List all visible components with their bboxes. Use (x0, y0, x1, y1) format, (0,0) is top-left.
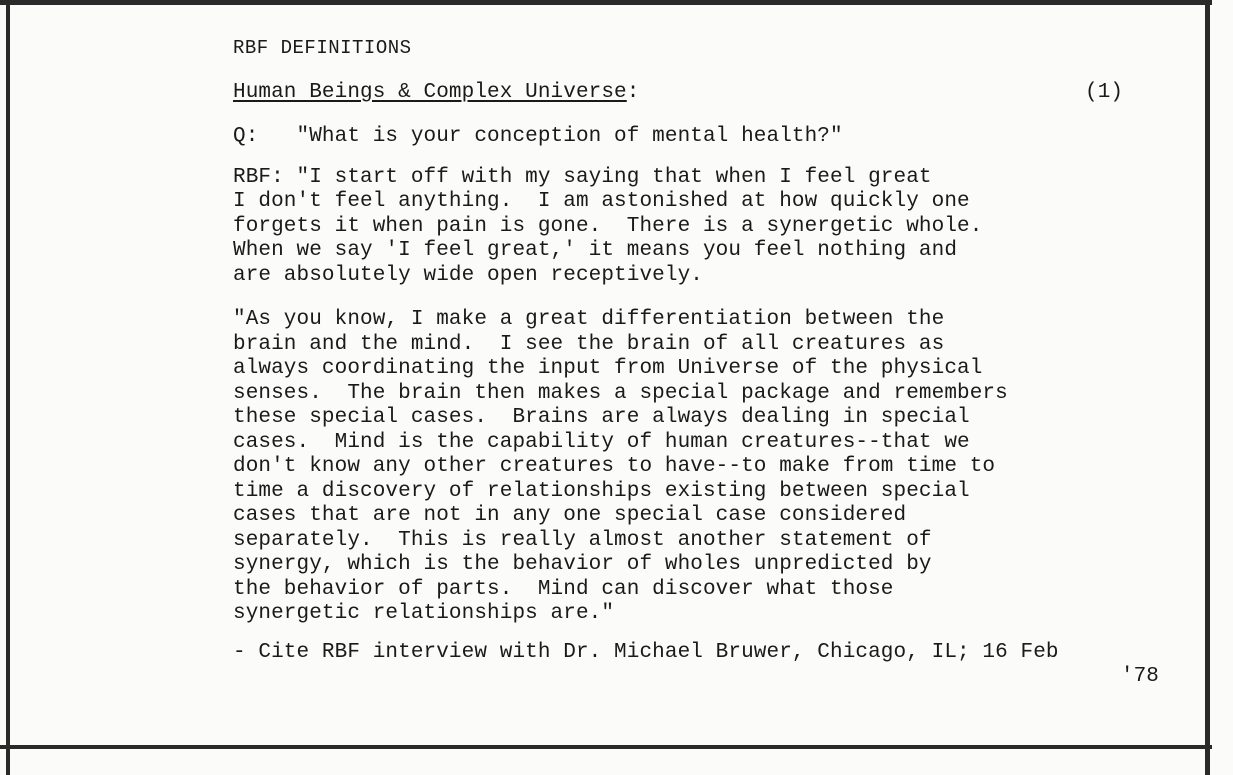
citation-year: '78 (1120, 665, 1159, 688)
card-border-right (1205, 0, 1210, 775)
paragraph-line: are absolutely wide open receptively. (233, 263, 703, 287)
answer-paragraph-2 (233, 308, 1163, 627)
paragraph-line: synergy, which is the behavior of wholes unpredicted by (233, 553, 932, 576)
question-text: Q: "What is your conception of mental health?" (233, 125, 843, 148)
answer-paragraph-1 (233, 166, 1163, 289)
paragraph-line: I don't feel anything. I am astonished at how quickly one (233, 190, 970, 213)
paragraph-line: the behavior of parts. Mind can discover what those (233, 577, 894, 601)
paragraph-line: RBF: "I start off with my saying that when I feel great (233, 165, 932, 189)
paragraph-line: brain and the mind. I see the brain of all creatures as (233, 332, 945, 356)
card-border-bottom (0, 745, 1212, 749)
citation (233, 641, 1163, 690)
paragraph-line: time a discovery of relationships existing between special (233, 479, 970, 503)
subject-heading: Human Beings & Complex Universe (233, 80, 627, 104)
citation-line: - Cite RBF interview with Dr. Michael Bruwer, Chicago, IL; 16 Feb (233, 640, 1059, 664)
paragraph-line: synergetic relationships are." (233, 602, 615, 625)
paragraph-line: cases that are not in any one special case considered (233, 504, 907, 527)
card-number: (1) (1085, 80, 1124, 104)
paragraph-line: senses. The brain then makes a special package and remembers (233, 381, 1008, 405)
card-content (233, 36, 1163, 690)
header-title: RBF DEFINITIONS (233, 37, 412, 59)
subject-row (233, 81, 1163, 106)
paragraph-line: separately. This is really almost another statement of (233, 528, 932, 552)
card-border-left (6, 0, 10, 775)
paragraph-line: always coordinating the input from Universe of the physical (233, 357, 983, 380)
subject-colon: : (626, 80, 640, 104)
paragraph-line: these special cases. Brains are always dealing in special (233, 406, 970, 429)
paragraph-line: "As you know, I make a great differentiation between the (233, 308, 945, 331)
card-border-top (0, 0, 1212, 5)
paragraph-line: cases. Mind is the capability of human creatures--that we (233, 430, 970, 454)
paragraph-line: When we say 'I feel great,' it means you feel nothing and (233, 239, 958, 262)
paragraph-line: don't know any other creatures to have--to make from time to (233, 455, 996, 478)
paragraph-line: forgets it when pain is gone. There is a synergetic whole. (233, 214, 983, 238)
